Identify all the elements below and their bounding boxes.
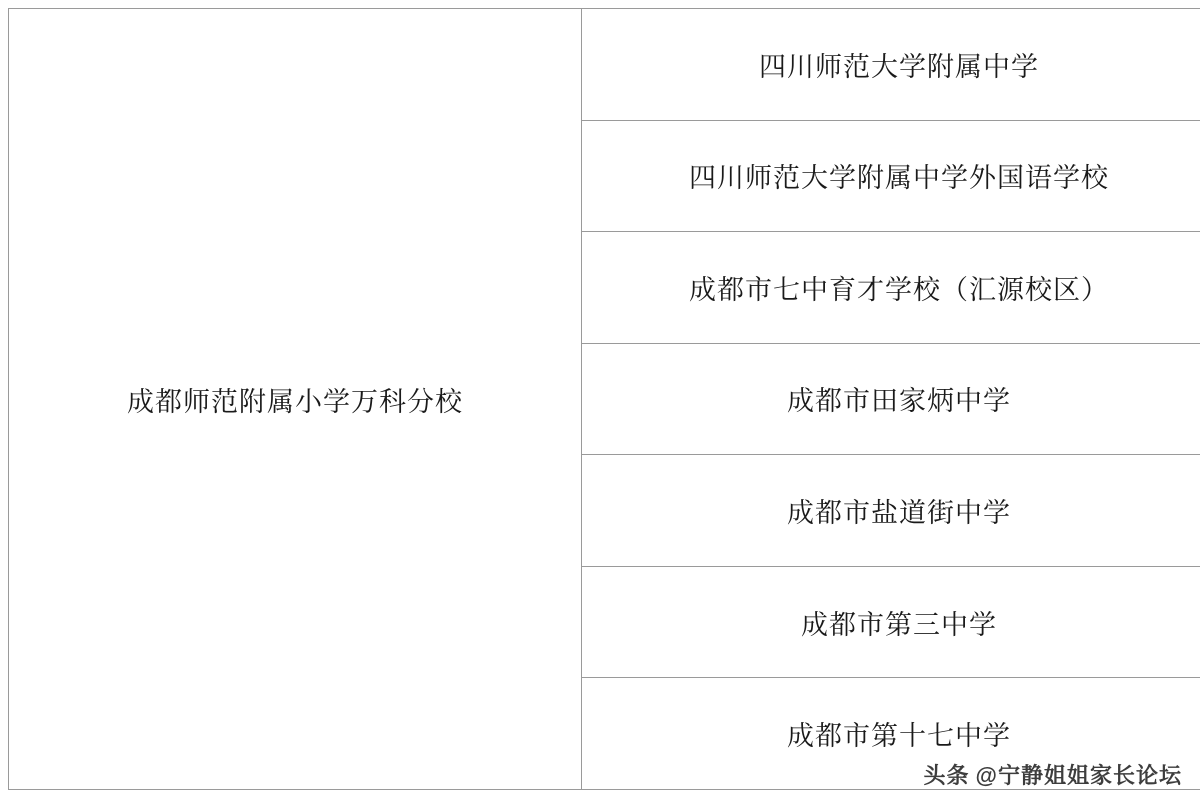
table-body [9, 9, 1200, 790]
primary-school-cell: 成都师范附属小学万科分校 [9, 9, 582, 790]
middle-school-cell: 成都市第十七中学 [582, 678, 1200, 790]
middle-school-cell: 成都市七中育才学校（汇源校区） [582, 232, 1200, 344]
watermark-platform: 头条 [923, 763, 970, 788]
table-row [9, 9, 1200, 121]
school-assignment-table [8, 8, 1200, 790]
watermark [924, 759, 1182, 790]
middle-school-cell: 成都市田家炳中学 [582, 343, 1200, 455]
watermark-handle: @宁静姐姐家长论坛 [975, 763, 1182, 788]
middle-school-cell: 四川师范大学附属中学 [582, 9, 1200, 121]
middle-school-cell: 四川师范大学附属中学外国语学校 [582, 120, 1200, 232]
middle-school-cell: 成都市第三中学 [582, 566, 1200, 678]
middle-school-cell: 成都市盐道街中学 [582, 455, 1200, 567]
